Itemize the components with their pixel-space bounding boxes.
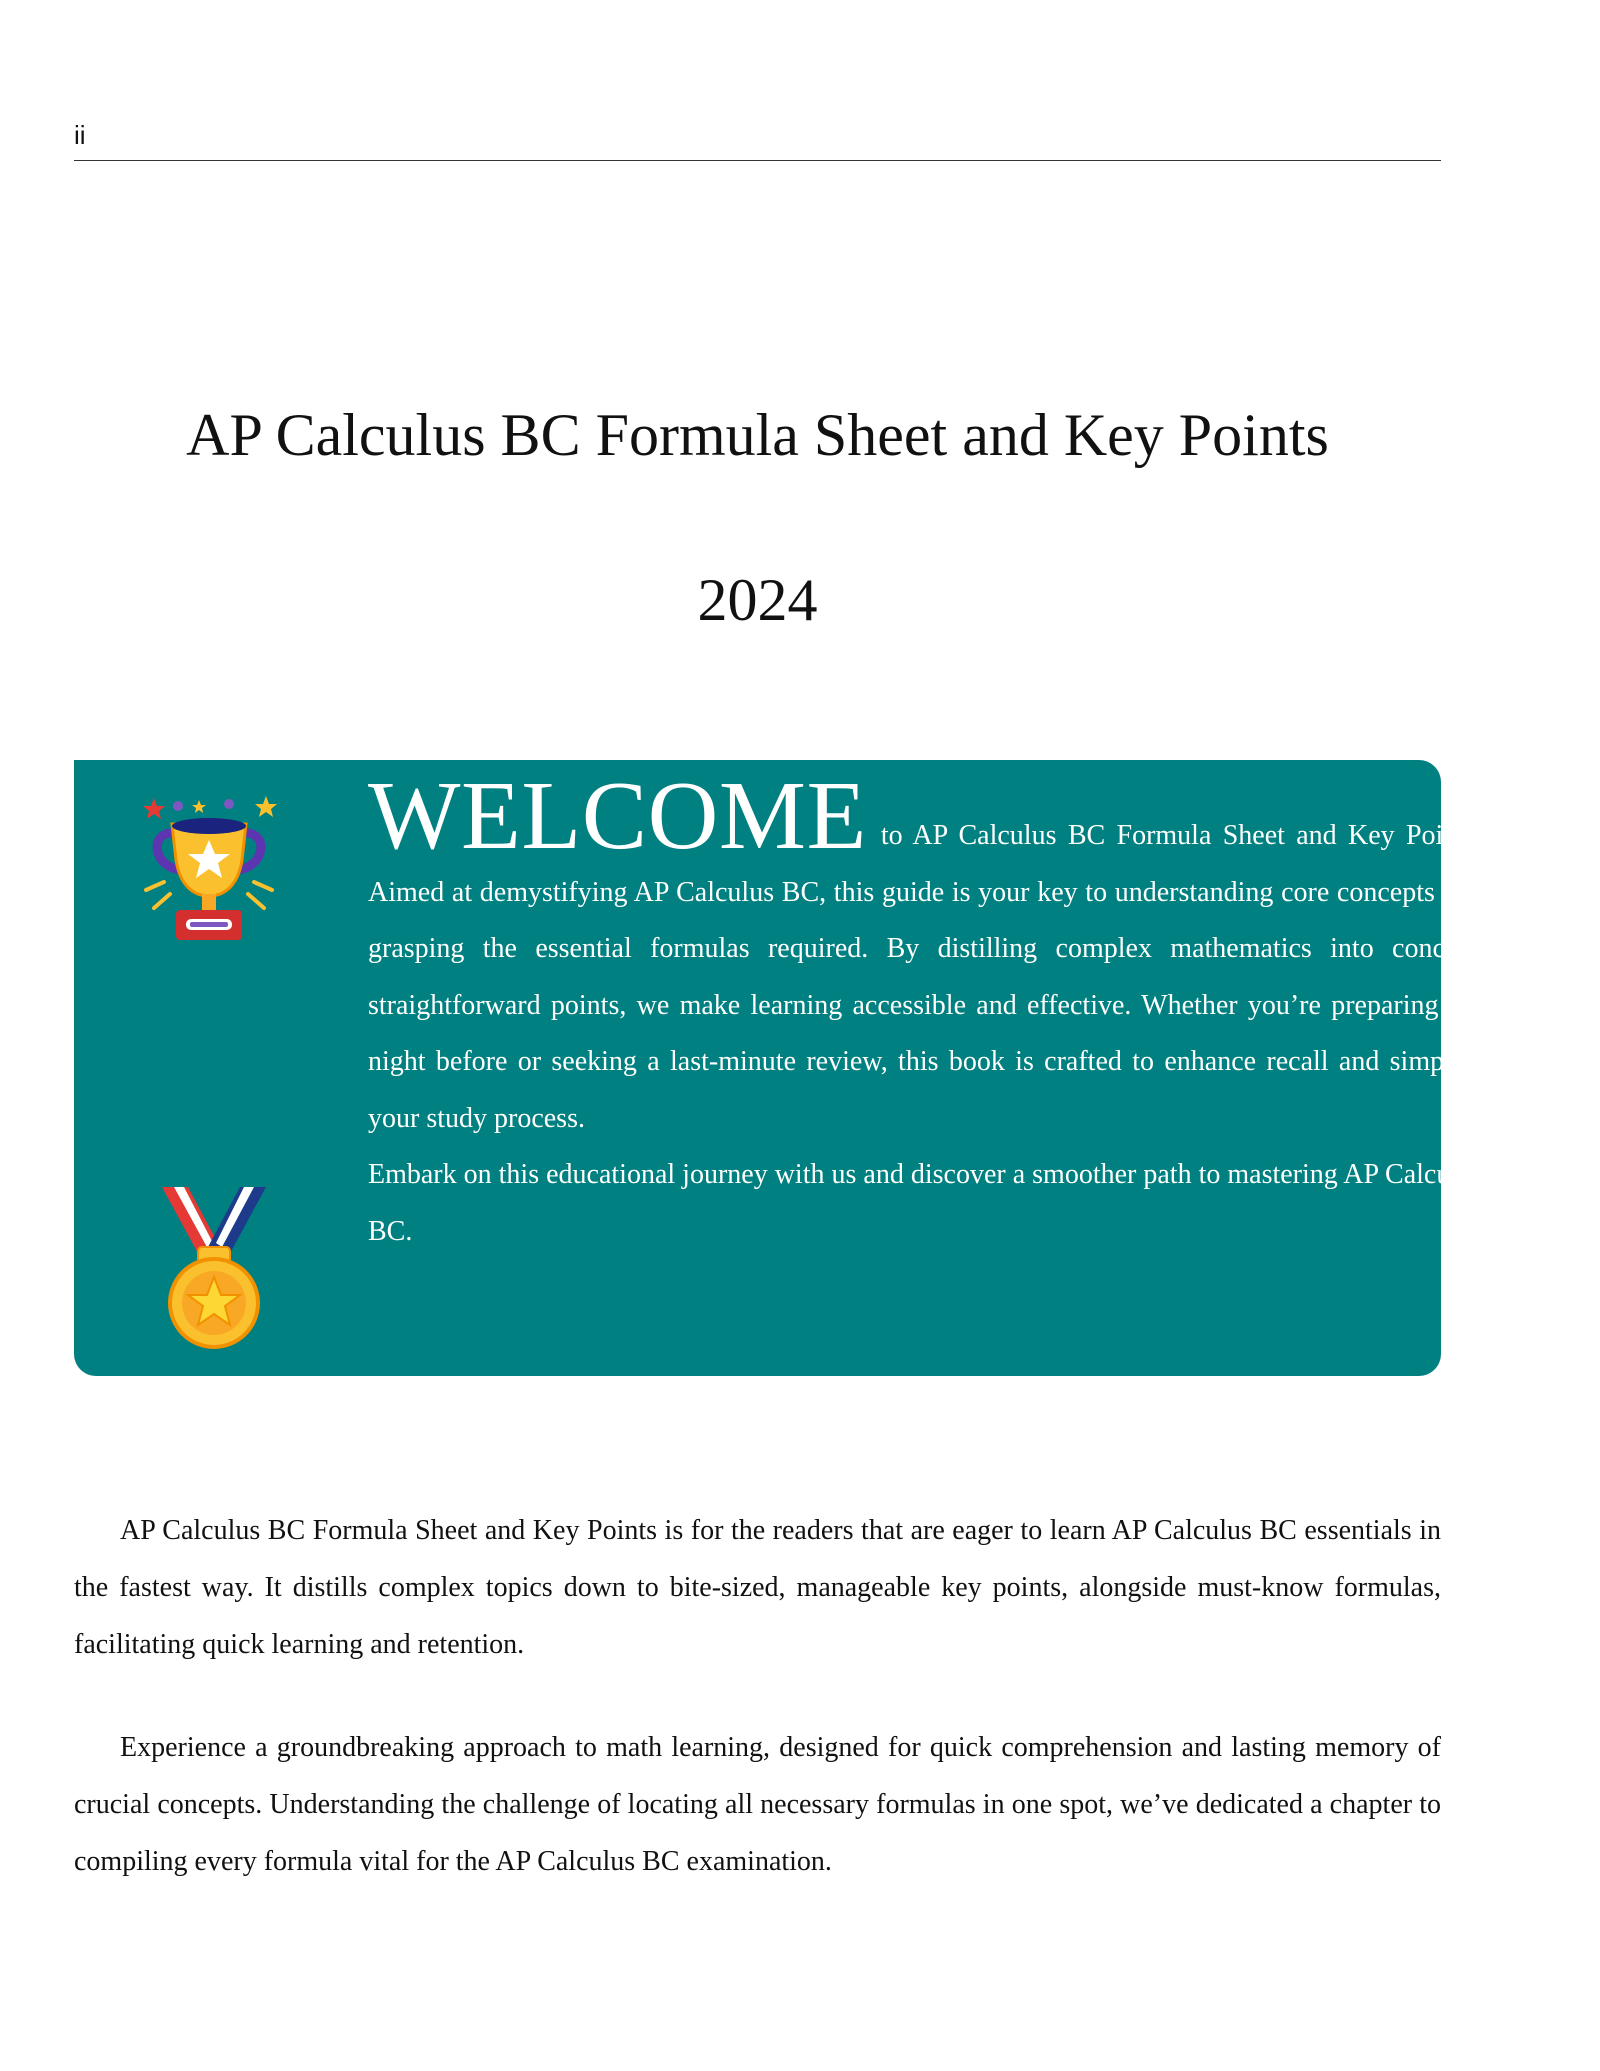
welcome-lead-word: WELCOME (368, 762, 867, 870)
welcome-closing: Embark on this educational journey with us and discover a smoother path to mastering AP Calculus BC. (368, 1159, 1483, 1247)
welcome-intro: to AP Calculus BC Formula Sheet and Key Points. Aimed at demystifying AP Calculus BC, this guide is your key to understanding core concepts and grasping the essential formulas required. By distilling complex mathematics into concise, straightforward points, we make learning accessible and effective. Whether you’re preparing the night before or seeking a last-minute review, this book is crafted to enhance recall and simplify your study process. (368, 820, 1483, 1134)
book-title: AP Calculus BC Formula Sheet and Key Points (186, 402, 1329, 468)
book-year: 2024 (697, 567, 818, 633)
body-paragraph: Experience a groundbreaking approach to math learning, designed for quick comprehension and lasting memory of crucial concepts. Understanding the challenge of locating all necessary formulas in one spot, we’ve dedicated a chapter to compiling every formula vital for the AP Calculus BC examination. (74, 1732, 1441, 1877)
trophy-icon (134, 788, 284, 948)
welcome-box (74, 760, 1483, 1376)
medal-icon (154, 1185, 274, 1350)
body-paragraph: AP Calculus BC Formula Sheet and Key Points is for the readers that are eager to learn AP Calculus BC essentials in the fastest way. It distills complex topics down to bite-sized, manageable key points, alongside must-know formulas, facilitating quick learning and retention. (74, 1515, 1441, 1660)
page-number: ii (74, 120, 86, 150)
welcome-text (368, 762, 1483, 1260)
running-header (74, 120, 1441, 161)
